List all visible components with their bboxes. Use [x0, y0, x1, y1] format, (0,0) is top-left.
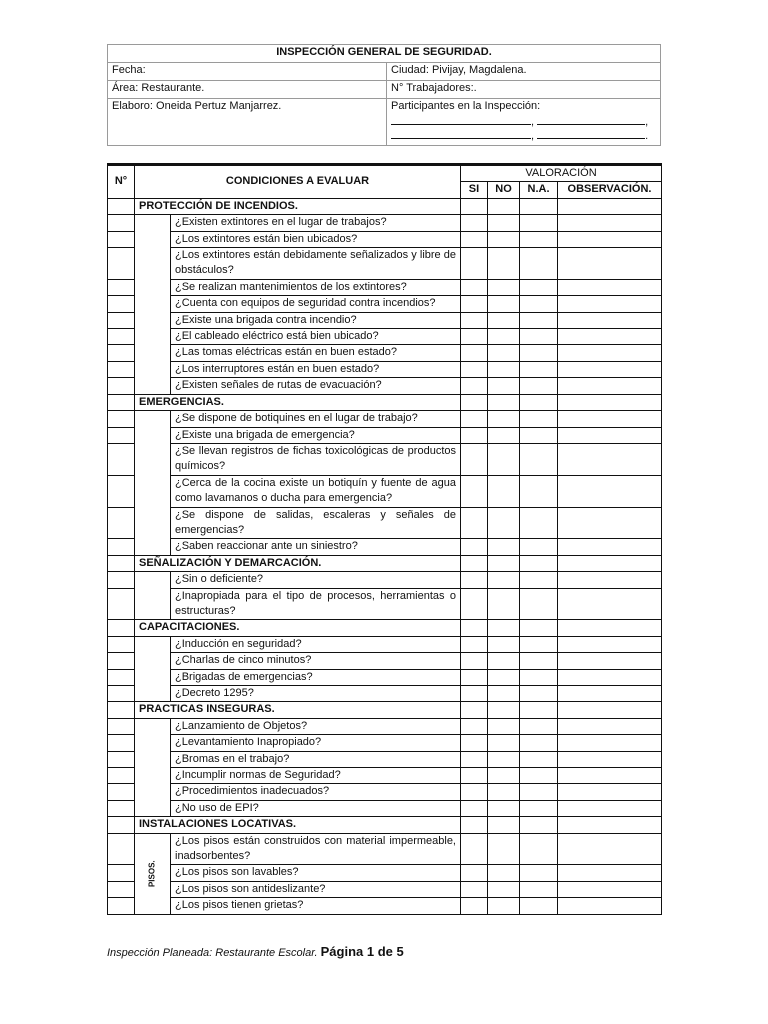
na-cell[interactable] — [520, 539, 558, 555]
na-cell[interactable] — [520, 620, 558, 636]
no-cell[interactable] — [488, 231, 520, 247]
question-text: ¿Sin o deficiente? — [171, 572, 461, 588]
participantes-cell[interactable] — [387, 99, 661, 146]
na-cell[interactable] — [520, 833, 558, 865]
n-cell[interactable] — [108, 620, 135, 636]
na-cell[interactable] — [520, 361, 558, 377]
observacion-cell[interactable] — [558, 539, 662, 555]
si-cell[interactable] — [461, 686, 488, 702]
observacion-cell[interactable] — [558, 279, 662, 295]
no-cell[interactable] — [488, 768, 520, 784]
question-row — [108, 669, 662, 685]
si-cell[interactable] — [461, 279, 488, 295]
si-cell[interactable] — [461, 751, 488, 767]
no-cell[interactable] — [488, 636, 520, 652]
n-cell[interactable] — [108, 702, 135, 718]
footer-text: Inspección Planeada: Restaurante Escolar. — [107, 947, 318, 959]
form-title: INSPECCIÓN GENERAL DE SEGURIDAD. — [108, 45, 661, 63]
si-cell[interactable] — [461, 588, 488, 620]
question-row — [108, 768, 662, 784]
si-cell[interactable] — [461, 768, 488, 784]
question-text: ¿Las tomas eléctricas están en buen estado? — [171, 345, 461, 361]
no-cell[interactable] — [488, 865, 520, 881]
n-cell[interactable] — [108, 833, 135, 865]
n-cell[interactable] — [108, 735, 135, 751]
section-row — [108, 198, 662, 214]
col-no-header: NO — [488, 182, 520, 198]
question-row — [108, 427, 662, 443]
n-cell[interactable] — [108, 378, 135, 394]
section-row — [108, 394, 662, 410]
na-cell[interactable] — [520, 669, 558, 685]
section-title: SEÑALIZACIÓN Y DEMARCACIÓN. — [135, 555, 461, 571]
observacion-cell[interactable] — [558, 296, 662, 312]
observacion-cell[interactable] — [558, 507, 662, 539]
question-row — [108, 443, 662, 475]
na-cell[interactable] — [520, 751, 558, 767]
observacion-cell[interactable] — [558, 312, 662, 328]
question-text: ¿Incumplir normas de Seguridad? — [171, 768, 461, 784]
n-cell[interactable] — [108, 312, 135, 328]
si-cell[interactable] — [461, 718, 488, 734]
si-cell[interactable] — [461, 898, 488, 914]
header-table — [107, 44, 661, 146]
no-cell[interactable] — [488, 427, 520, 443]
question-text: ¿Los pisos tienen grietas? — [171, 898, 461, 914]
group-side-cell — [135, 215, 171, 394]
observacion-cell[interactable] — [558, 653, 662, 669]
n-cell[interactable] — [108, 394, 135, 410]
question-text: ¿Brigadas de emergencias? — [171, 669, 461, 685]
question-text: ¿Charlas de cinco minutos? — [171, 653, 461, 669]
na-cell[interactable] — [520, 443, 558, 475]
n-cell[interactable] — [108, 572, 135, 588]
elaboro-field[interactable]: Elaboro: Oneida Pertuz Manjarrez. — [108, 99, 387, 146]
observacion-cell[interactable] — [558, 702, 662, 718]
question-row — [108, 539, 662, 555]
observacion-cell[interactable] — [558, 768, 662, 784]
section-row — [108, 620, 662, 636]
page-footer — [107, 944, 404, 959]
question-row — [108, 361, 662, 377]
no-cell[interactable] — [488, 735, 520, 751]
no-cell[interactable] — [488, 588, 520, 620]
no-cell[interactable] — [488, 817, 520, 833]
n-cell[interactable] — [108, 653, 135, 669]
question-row — [108, 588, 662, 620]
section-row — [108, 702, 662, 718]
group-side-cell — [135, 636, 171, 702]
na-cell[interactable] — [520, 555, 558, 571]
n-cell[interactable] — [108, 817, 135, 833]
question-text: ¿Cuenta con equipos de seguridad contra incendios? — [171, 296, 461, 312]
question-row — [108, 345, 662, 361]
question-row — [108, 248, 662, 280]
question-row — [108, 881, 662, 897]
fecha-field[interactable]: Fecha: — [108, 63, 387, 81]
observacion-cell[interactable] — [558, 411, 662, 427]
question-row — [108, 833, 662, 865]
n-cell[interactable] — [108, 507, 135, 539]
si-cell[interactable] — [461, 669, 488, 685]
no-cell[interactable] — [488, 345, 520, 361]
question-text: ¿Los pisos están construidos con material impermeable, inadsorbentes? — [171, 833, 461, 865]
col-conditions-header: CONDICIONES A EVALUAR — [135, 165, 461, 199]
na-cell[interactable] — [520, 881, 558, 897]
no-cell[interactable] — [488, 312, 520, 328]
n-cell[interactable] — [108, 198, 135, 214]
si-cell[interactable] — [461, 248, 488, 280]
no-cell[interactable] — [488, 686, 520, 702]
col-obs-header: OBSERVACIÓN. — [558, 182, 662, 198]
na-cell[interactable] — [520, 507, 558, 539]
n-cell[interactable] — [108, 800, 135, 816]
observacion-cell[interactable] — [558, 718, 662, 734]
observacion-cell[interactable] — [558, 345, 662, 361]
section-title: EMERGENCIAS. — [135, 394, 461, 410]
col-n-header: N° — [108, 165, 135, 199]
si-cell[interactable] — [461, 735, 488, 751]
no-cell[interactable] — [488, 572, 520, 588]
na-cell[interactable] — [520, 686, 558, 702]
question-text: ¿Los interruptores están en buen estado? — [171, 361, 461, 377]
no-cell[interactable] — [488, 215, 520, 231]
observacion-cell[interactable] — [558, 620, 662, 636]
no-cell[interactable] — [488, 800, 520, 816]
si-cell[interactable] — [461, 539, 488, 555]
observacion-cell[interactable] — [558, 588, 662, 620]
si-cell[interactable] — [461, 427, 488, 443]
side-label: PISOS. — [147, 860, 157, 888]
question-text: ¿Los extintores están debidamente señalizados y libre de obstáculos? — [171, 248, 461, 280]
question-text: ¿Procedimientos inadecuados? — [171, 784, 461, 800]
si-cell[interactable] — [461, 312, 488, 328]
na-cell[interactable] — [520, 198, 558, 214]
question-text: ¿Bromas en el trabajo? — [171, 751, 461, 767]
si-cell[interactable] — [461, 636, 488, 652]
observacion-cell[interactable] — [558, 833, 662, 865]
no-cell[interactable] — [488, 279, 520, 295]
no-cell[interactable] — [488, 539, 520, 555]
question-text: ¿Inducción en seguridad? — [171, 636, 461, 652]
n-cell[interactable] — [108, 588, 135, 620]
question-row — [108, 215, 662, 231]
question-text: ¿Decreto 1295? — [171, 686, 461, 702]
n-cell[interactable] — [108, 329, 135, 345]
question-row — [108, 735, 662, 751]
observacion-cell[interactable] — [558, 800, 662, 816]
si-cell[interactable] — [461, 345, 488, 361]
si-cell[interactable] — [461, 361, 488, 377]
page-number: Página 1 de 5 — [320, 944, 404, 959]
trabajadores-field[interactable]: N° Trabajadores:. — [387, 81, 661, 99]
observacion-cell[interactable] — [558, 248, 662, 280]
participantes-lines-2[interactable]: , . — [391, 130, 656, 142]
col-si-header: SI — [461, 182, 488, 198]
section-title: PRACTICAS INSEGURAS. — [135, 702, 461, 718]
observacion-cell[interactable] — [558, 636, 662, 652]
n-cell[interactable] — [108, 443, 135, 475]
observacion-cell[interactable] — [558, 475, 662, 507]
observacion-cell[interactable] — [558, 898, 662, 914]
question-row — [108, 378, 662, 394]
n-cell[interactable] — [108, 881, 135, 897]
question-row — [108, 296, 662, 312]
question-text: ¿Se dispone de botiquines en el lugar de trabajo? — [171, 411, 461, 427]
no-cell[interactable] — [488, 898, 520, 914]
question-row — [108, 718, 662, 734]
na-cell[interactable] — [520, 702, 558, 718]
no-cell[interactable] — [488, 784, 520, 800]
no-cell[interactable] — [488, 507, 520, 539]
observacion-cell[interactable] — [558, 784, 662, 800]
area-field[interactable]: Área: Restaurante. — [108, 81, 387, 99]
si-cell[interactable] — [461, 653, 488, 669]
observacion-cell[interactable] — [558, 572, 662, 588]
no-cell[interactable] — [488, 555, 520, 571]
na-cell[interactable] — [520, 248, 558, 280]
observacion-cell[interactable] — [558, 394, 662, 410]
question-row — [108, 231, 662, 247]
group-side-cell — [135, 411, 171, 556]
n-cell[interactable] — [108, 361, 135, 377]
col-na-header: N.A. — [520, 182, 558, 198]
na-cell[interactable] — [520, 588, 558, 620]
n-cell[interactable] — [108, 636, 135, 652]
question-row — [108, 800, 662, 816]
checklist-body — [108, 198, 662, 914]
section-title: PROTECCIÓN DE INCENDIOS. — [135, 198, 461, 214]
no-cell[interactable] — [488, 248, 520, 280]
na-cell[interactable] — [520, 865, 558, 881]
na-cell[interactable] — [520, 427, 558, 443]
participantes-label: Participantes en la Inspección: — [391, 100, 541, 112]
n-cell[interactable] — [108, 751, 135, 767]
n-cell[interactable] — [108, 539, 135, 555]
no-cell[interactable] — [488, 833, 520, 865]
question-row — [108, 411, 662, 427]
si-cell[interactable] — [461, 475, 488, 507]
question-text: ¿Los extintores están bien ubicados? — [171, 231, 461, 247]
question-text: ¿Existe una brigada contra incendio? — [171, 312, 461, 328]
question-row — [108, 865, 662, 881]
n-cell[interactable] — [108, 296, 135, 312]
si-cell[interactable] — [461, 329, 488, 345]
n-cell[interactable] — [108, 411, 135, 427]
na-cell[interactable] — [520, 411, 558, 427]
group-side-cell — [135, 833, 171, 914]
question-text: ¿Se dispone de salidas, escaleras y señales de emergencias? — [171, 507, 461, 539]
observacion-cell[interactable] — [558, 361, 662, 377]
question-row — [108, 898, 662, 914]
observacion-cell[interactable] — [558, 751, 662, 767]
no-cell[interactable] — [488, 378, 520, 394]
observacion-cell[interactable] — [558, 865, 662, 881]
no-cell[interactable] — [488, 361, 520, 377]
question-row — [108, 636, 662, 652]
question-row — [108, 279, 662, 295]
n-cell[interactable] — [108, 865, 135, 881]
n-cell[interactable] — [108, 555, 135, 571]
question-row — [108, 312, 662, 328]
question-text: ¿El cableado eléctrico está bien ubicado? — [171, 329, 461, 345]
na-cell[interactable] — [520, 475, 558, 507]
observacion-cell[interactable] — [558, 669, 662, 685]
checklist-table — [107, 163, 662, 915]
question-text: ¿Se llevan registros de fichas toxicológicas de productos químicos? — [171, 443, 461, 475]
si-cell[interactable] — [461, 411, 488, 427]
observacion-cell[interactable] — [558, 378, 662, 394]
col-valoracion-header: VALORACIÓN — [461, 165, 662, 182]
na-cell[interactable] — [520, 231, 558, 247]
question-text: ¿Lanzamiento de Objetos? — [171, 718, 461, 734]
question-text: ¿Saben reaccionar ante un siniestro? — [171, 539, 461, 555]
si-cell[interactable] — [461, 865, 488, 881]
n-cell[interactable] — [108, 427, 135, 443]
si-cell[interactable] — [461, 784, 488, 800]
n-cell[interactable] — [108, 248, 135, 280]
n-cell[interactable] — [108, 345, 135, 361]
n-cell[interactable] — [108, 669, 135, 685]
participantes-lines-1[interactable]: , , — [391, 116, 656, 128]
si-cell[interactable] — [461, 507, 488, 539]
si-cell[interactable] — [461, 215, 488, 231]
si-cell[interactable] — [461, 555, 488, 571]
si-cell[interactable] — [461, 800, 488, 816]
si-cell[interactable] — [461, 231, 488, 247]
n-cell[interactable] — [108, 768, 135, 784]
observacion-cell[interactable] — [558, 881, 662, 897]
question-text: ¿Existen extintores en el lugar de trabajos? — [171, 215, 461, 231]
n-cell[interactable] — [108, 686, 135, 702]
no-cell[interactable] — [488, 411, 520, 427]
si-cell[interactable] — [461, 620, 488, 636]
question-text: ¿Cerca de la cocina existe un botiquín y fuente de agua como lavamanos o ducha para emergencia? — [171, 475, 461, 507]
group-side-cell — [135, 718, 171, 816]
observacion-cell[interactable] — [558, 555, 662, 571]
n-cell[interactable] — [108, 475, 135, 507]
si-cell[interactable] — [461, 702, 488, 718]
observacion-cell[interactable] — [558, 427, 662, 443]
na-cell[interactable] — [520, 279, 558, 295]
observacion-cell[interactable] — [558, 329, 662, 345]
question-row — [108, 784, 662, 800]
question-row — [108, 686, 662, 702]
question-text: ¿Se realizan mantenimientos de los extintores? — [171, 279, 461, 295]
n-cell[interactable] — [108, 718, 135, 734]
na-cell[interactable] — [520, 653, 558, 669]
no-cell[interactable] — [488, 329, 520, 345]
no-cell[interactable] — [488, 443, 520, 475]
n-cell[interactable] — [108, 279, 135, 295]
no-cell[interactable] — [488, 394, 520, 410]
section-title: CAPACITACIONES. — [135, 620, 461, 636]
question-row — [108, 751, 662, 767]
section-row — [108, 817, 662, 833]
ciudad-field[interactable]: Ciudad: Pivijay, Magdalena. — [387, 63, 661, 81]
no-cell[interactable] — [488, 653, 520, 669]
group-side-cell — [135, 572, 171, 620]
no-cell[interactable] — [488, 718, 520, 734]
na-cell[interactable] — [520, 329, 558, 345]
n-cell[interactable] — [108, 231, 135, 247]
na-cell[interactable] — [520, 768, 558, 784]
na-cell[interactable] — [520, 800, 558, 816]
observacion-cell[interactable] — [558, 817, 662, 833]
no-cell[interactable] — [488, 198, 520, 214]
na-cell[interactable] — [520, 898, 558, 914]
si-cell[interactable] — [461, 572, 488, 588]
question-row — [108, 475, 662, 507]
observacion-cell[interactable] — [558, 686, 662, 702]
na-cell[interactable] — [520, 296, 558, 312]
na-cell[interactable] — [520, 345, 558, 361]
observacion-cell[interactable] — [558, 198, 662, 214]
no-cell[interactable] — [488, 669, 520, 685]
n-cell[interactable] — [108, 215, 135, 231]
si-cell[interactable] — [461, 817, 488, 833]
na-cell[interactable] — [520, 784, 558, 800]
no-cell[interactable] — [488, 881, 520, 897]
si-cell[interactable] — [461, 296, 488, 312]
si-cell[interactable] — [461, 443, 488, 475]
question-row — [108, 653, 662, 669]
question-text: ¿Existe una brigada de emergencia? — [171, 427, 461, 443]
si-cell[interactable] — [461, 881, 488, 897]
question-text: ¿Los pisos son lavables? — [171, 865, 461, 881]
question-text: ¿Levantamiento Inapropiado? — [171, 735, 461, 751]
observacion-cell[interactable] — [558, 443, 662, 475]
question-text: ¿No uso de EPI? — [171, 800, 461, 816]
no-cell[interactable] — [488, 296, 520, 312]
si-cell[interactable] — [461, 198, 488, 214]
n-cell[interactable] — [108, 898, 135, 914]
question-row — [108, 507, 662, 539]
si-cell[interactable] — [461, 378, 488, 394]
na-cell[interactable] — [520, 817, 558, 833]
no-cell[interactable] — [488, 620, 520, 636]
section-row — [108, 555, 662, 571]
na-cell[interactable] — [520, 215, 558, 231]
si-cell[interactable] — [461, 833, 488, 865]
question-text: ¿Existen señales de rutas de evacuación? — [171, 378, 461, 394]
na-cell[interactable] — [520, 735, 558, 751]
n-cell[interactable] — [108, 784, 135, 800]
si-cell[interactable] — [461, 394, 488, 410]
observacion-cell[interactable] — [558, 735, 662, 751]
na-cell[interactable] — [520, 312, 558, 328]
no-cell[interactable] — [488, 751, 520, 767]
na-cell[interactable] — [520, 636, 558, 652]
section-title: INSTALACIONES LOCATIVAS. — [135, 817, 461, 833]
observacion-cell[interactable] — [558, 231, 662, 247]
question-row — [108, 572, 662, 588]
na-cell[interactable] — [520, 394, 558, 410]
no-cell[interactable] — [488, 702, 520, 718]
na-cell[interactable] — [520, 572, 558, 588]
no-cell[interactable] — [488, 475, 520, 507]
question-row — [108, 329, 662, 345]
question-text: ¿Inapropiada para el tipo de procesos, herramientas o estructuras? — [171, 588, 461, 620]
na-cell[interactable] — [520, 718, 558, 734]
question-text: ¿Los pisos son antideslizante? — [171, 881, 461, 897]
observacion-cell[interactable] — [558, 215, 662, 231]
na-cell[interactable] — [520, 378, 558, 394]
